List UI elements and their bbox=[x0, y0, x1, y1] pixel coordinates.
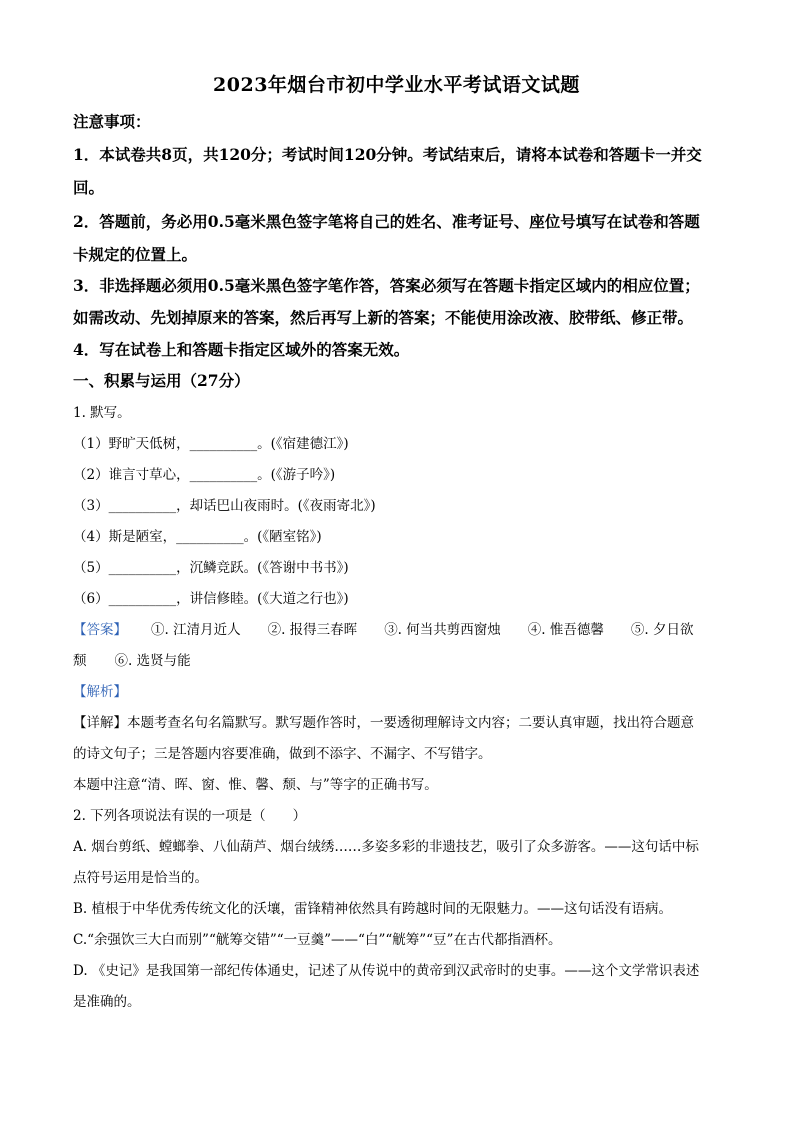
question-option: 是准确的。 bbox=[73, 994, 141, 1010]
question-stem: 1. 默写。 bbox=[73, 405, 131, 421]
notice-item: 4．写在试卷上和答题卡指定区域外的答案无效。 bbox=[73, 340, 410, 359]
notice-item: 回。 bbox=[73, 178, 105, 197]
answer-line bbox=[73, 618, 723, 638]
question-option: 点符号运用是恰当的。 bbox=[73, 870, 208, 886]
answer-item: ②. 报得三春晖 bbox=[267, 622, 358, 638]
answer-item: ⑥. 选贤与能 bbox=[114, 653, 191, 669]
answer-line bbox=[73, 649, 723, 669]
question-item: （1）野旷天低树，__________。(《宿建德江》) bbox=[73, 436, 349, 452]
notice-item: 如需改动、先划掉原来的答案，然后再写上新的答案；不能使用涂改液、胶带纸、修正带。 bbox=[73, 308, 694, 327]
question-item: （6）__________，讲信修睦。(《大道之行也》) bbox=[73, 591, 349, 607]
answer-item: ③. 何当共剪西窗烛 bbox=[384, 622, 501, 638]
detail-text: 的诗文句子；三是答题内容要准确，做到不添字、不漏字、不写错字。 bbox=[73, 746, 492, 762]
answer-item: ④. 惟吾德馨 bbox=[527, 622, 604, 638]
question-item: （2）谁言寸草心，__________。(《游子吟》) bbox=[73, 467, 336, 483]
answer-item: ①. 江清月近人 bbox=[151, 622, 241, 638]
notice-item: 1．本试卷共8页，共120分；考试时间120分钟。考试结束后，请将本试卷和答题卡一并交 bbox=[73, 145, 702, 164]
notice-item: 2．答题前，务必用0.5毫米黑色签字笔将自己的姓名、准考证号、座位号填写在试卷和答题 bbox=[73, 212, 700, 231]
analysis-tag: 【解析】 bbox=[73, 684, 127, 700]
page-title: 2023年烟台市初中学业水平考试语文试题 bbox=[213, 74, 580, 96]
question-option: A. 烟台剪纸、螳螂拳、八仙葫芦、烟台绒绣……多姿多彩的非遗技艺，吸引了众多游客。——这句话中标 bbox=[73, 839, 699, 855]
notice-item: 3．非选择题必须用0.5毫米黑色签字笔作答，答案必须写在答题卡指定区域内的相应位置； bbox=[73, 276, 700, 295]
question-option: C.“余强饮三大白而别”“觥筹交错”“一豆羹”——“白”“觥筹”“豆”在古代都指酒杯。 bbox=[73, 932, 562, 948]
question-option: B. 植根于中华优秀传统文化的沃壤，雷锋精神依然具有跨越时间的无限魅力。——这句话没有语病。 bbox=[73, 901, 673, 917]
section-heading: 一、积累与运用（27分） bbox=[73, 371, 250, 390]
notice-item: 卡规定的位置上。 bbox=[73, 245, 198, 264]
answer-tag: 【答案】 bbox=[73, 622, 127, 638]
detail-text: 本题中注意“清、晖、窗、惟、馨、颓、与”等字的正确书写。 bbox=[73, 777, 438, 793]
question-stem: 2. 下列各项说法有误的一项是（ ） bbox=[73, 808, 307, 824]
question-item: （5）__________，沉鳞竞跃。(《答谢中书书》) bbox=[73, 560, 349, 576]
notice-heading: 注意事项： bbox=[73, 112, 151, 131]
question-option: D. 《史记》是我国第一部纪传体通史，记述了从传说中的黄帝到汉武帝时的史事。——这个文学常识表述 bbox=[73, 963, 700, 979]
question-item: （3）__________，却话巴山夜雨时。(《夜雨寄北》) bbox=[73, 498, 376, 514]
detail-text: 【详解】本题考查名句名篇默写。默写题作答时，一要透彻理解诗文内容；二要认真审题，找出符合题意 bbox=[73, 715, 694, 731]
answer-item: ⑤. 夕日欲 bbox=[630, 622, 694, 638]
answer-item: 颓 bbox=[73, 653, 87, 669]
question-item: （4）斯是陋室，__________。(《陋室铭》) bbox=[73, 529, 322, 545]
